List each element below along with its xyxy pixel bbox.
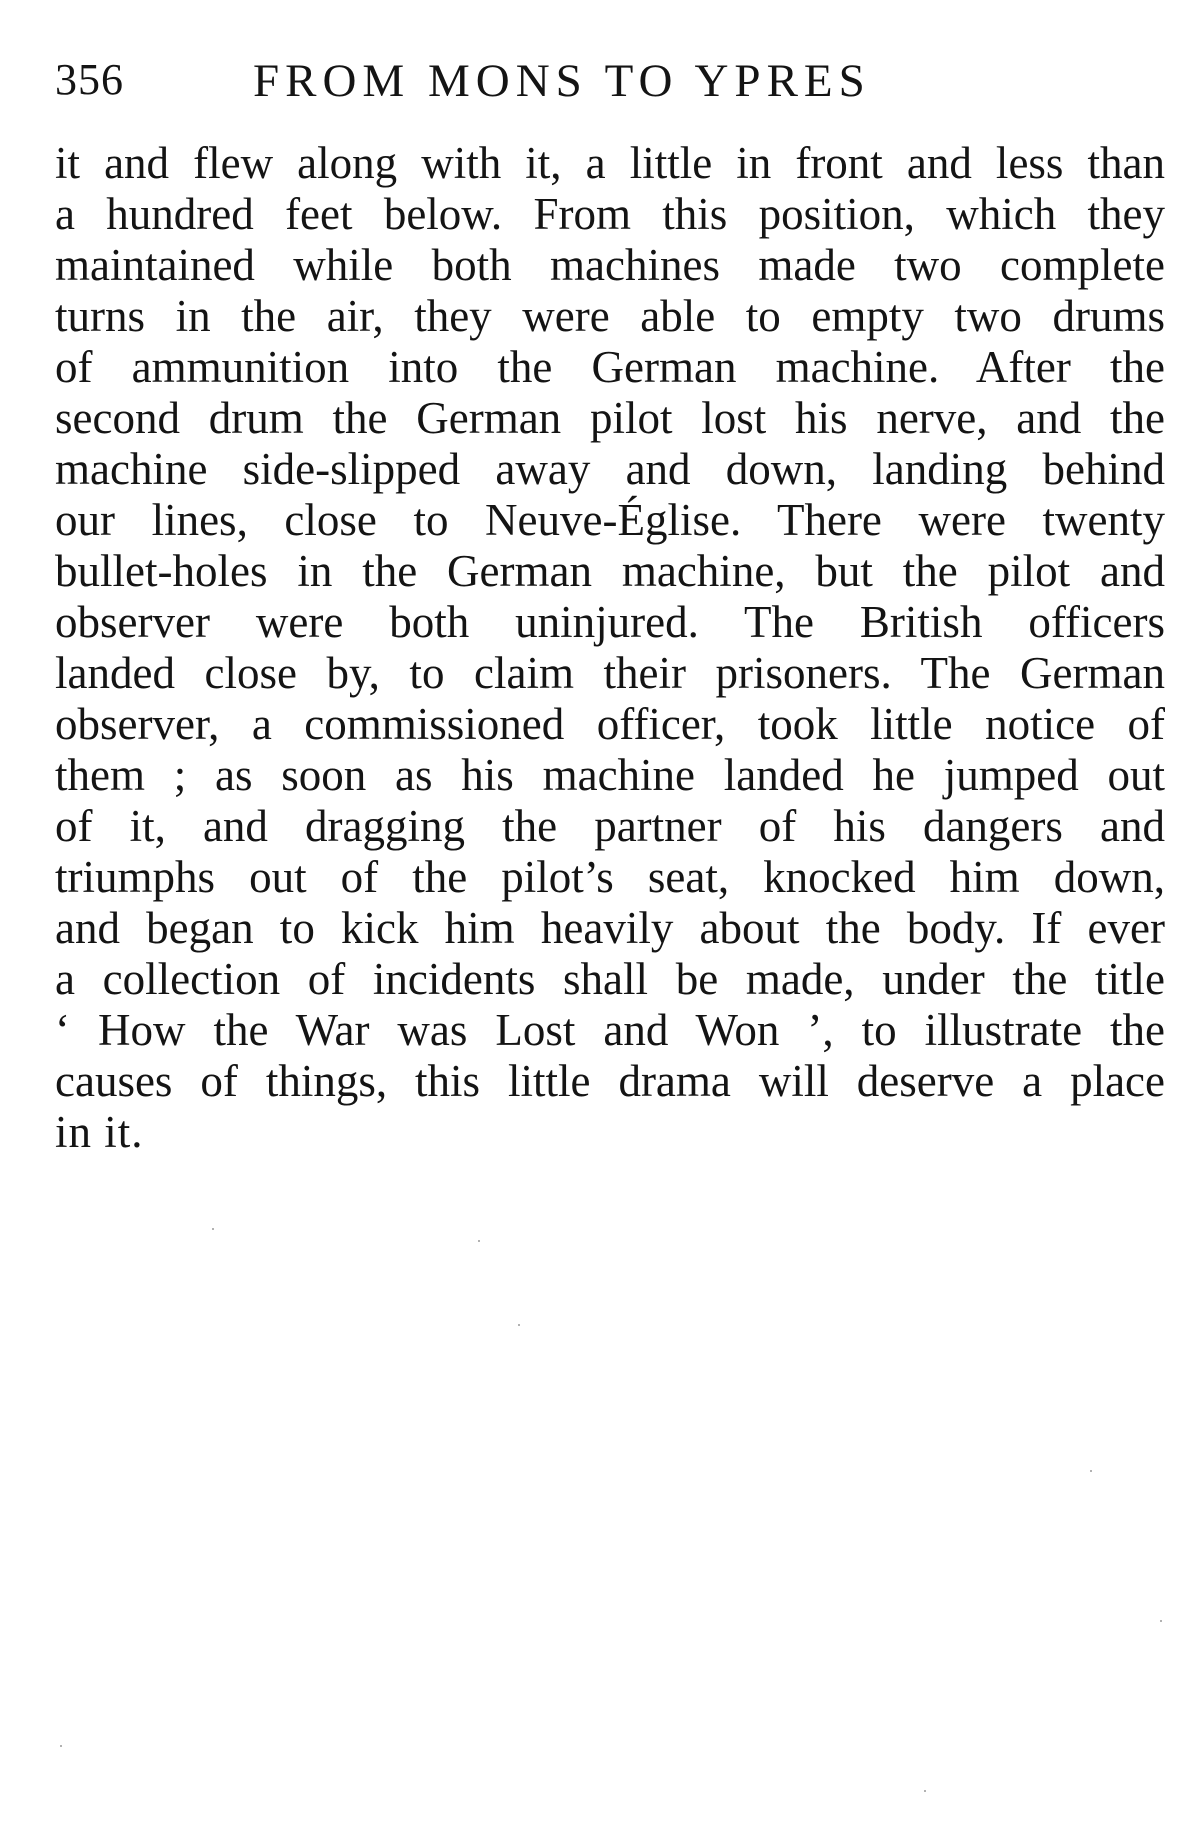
scan-speck xyxy=(518,1324,520,1326)
body-paragraph xyxy=(55,138,1165,1158)
text-line: triumphs out of the pilot’s seat, knocked him down, xyxy=(55,852,1165,902)
scan-speck xyxy=(924,1790,926,1792)
text-line: ‘ How the War was Lost and Won ’, to illustrate the xyxy=(55,1005,1165,1055)
book-title: FROM MONS TO YPRES xyxy=(253,55,871,107)
text-line: observer, a commissioned officer, took little notice of xyxy=(55,699,1165,749)
text-line: in it. xyxy=(55,1107,144,1157)
text-line: a collection of incidents shall be made, under the title xyxy=(55,954,1165,1004)
text-line: them ; as soon as his machine landed he jumped out xyxy=(55,750,1165,800)
text-line: it and flew along with it, a little in front and less than xyxy=(55,138,1165,188)
text-line: bullet-holes in the German machine, but the pilot and xyxy=(55,546,1165,596)
text-line: a hundred feet below. From this position, which they xyxy=(55,189,1165,239)
scan-speck xyxy=(212,1228,214,1230)
text-line: our lines, close to Neuve-Église. There were twenty xyxy=(55,495,1165,545)
scan-speck xyxy=(478,1240,480,1242)
text-line: turns in the air, they were able to empty two drums xyxy=(55,291,1165,341)
running-head xyxy=(55,52,1165,122)
scan-speck xyxy=(1090,1470,1092,1472)
text-line: and began to kick him heavily about the body. If ever xyxy=(55,903,1165,953)
text-line: of it, and dragging the partner of his dangers and xyxy=(55,801,1165,851)
text-line: observer were both uninjured. The British officers xyxy=(55,597,1165,647)
page-number: 356 xyxy=(55,55,124,104)
text-line: machine side-slipped away and down, landing behind xyxy=(55,444,1165,494)
text-line: of ammunition into the German machine. After the xyxy=(55,342,1165,392)
text-line: causes of things, this little drama will deserve a place xyxy=(55,1056,1165,1106)
text-line: second drum the German pilot lost his nerve, and the xyxy=(55,393,1165,443)
text-line: maintained while both machines made two complete xyxy=(55,240,1165,290)
text-line: landed close by, to claim their prisoners. The German xyxy=(55,648,1165,698)
scan-speck xyxy=(1160,1620,1162,1622)
scan-speck xyxy=(60,1745,62,1747)
